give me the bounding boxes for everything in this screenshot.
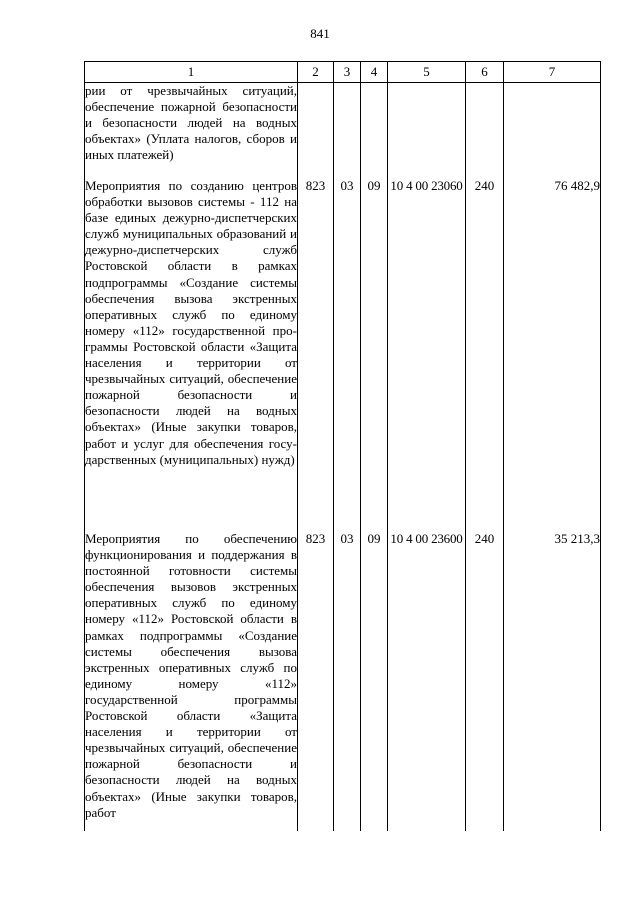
target-article-code: 10 4 00 23060 bbox=[388, 176, 466, 529]
row-description: Мероприятия по созданию центров обработки вызовов системы - 112 на базе единых дежурно-диспетчерских служб муниципальных образований и дежурно-диспетчерских служб Ростовской области в рамках подпрограммы «Создание системы обеспечения вызова экстренных оперативных служб по единому номеру «112» государственной программы Ростовской области «Защита населения и территории от чрезвычайных ситуаций, обеспечение пожарной безопасности и безопасности людей на водных объектах» (Иные закупки товаров, работ и услуг для обеспечения государственных (муниципальных) нужд) bbox=[85, 176, 298, 529]
amount: 35 213,3 bbox=[504, 529, 601, 831]
ministry-code: 823 bbox=[298, 176, 334, 529]
table-header-row bbox=[85, 62, 601, 83]
expense-type-code: 240 bbox=[466, 529, 504, 831]
section-code: 03 bbox=[334, 176, 361, 529]
amount bbox=[504, 83, 601, 177]
column-header: 3 bbox=[334, 62, 361, 83]
expense-type-code: 240 bbox=[466, 176, 504, 529]
column-header: 1 bbox=[85, 62, 298, 83]
column-header: 5 bbox=[388, 62, 466, 83]
target-article-code: 10 4 00 23600 bbox=[388, 529, 466, 831]
section-code: 03 bbox=[334, 529, 361, 831]
subsection-code: 09 bbox=[361, 529, 388, 831]
column-header: 6 bbox=[466, 62, 504, 83]
page-number: 841 bbox=[310, 26, 330, 41]
row-description: Мероприятия по обеспечению функционирования и поддержания в постоянной готовности системы обеспечения вызовов экстренных оперативных служб по единому номеру «112» Ростовской области в рамках подпрограммы «Создание системы обеспечения вызова экстренных оперативных служб по единому номеру «112» государственной программы Ростовской области «Защита населения и территории от чрезвычайных ситуаций, обеспечение пожарной безопасности и безопасности людей на водных объектах» (Иные закупки товаров, работ bbox=[85, 529, 298, 831]
table-row bbox=[85, 83, 601, 177]
column-header: 4 bbox=[361, 62, 388, 83]
expense-type-code bbox=[466, 83, 504, 177]
subsection-code: 09 bbox=[361, 176, 388, 529]
column-header: 7 bbox=[504, 62, 601, 83]
section-code bbox=[334, 83, 361, 177]
target-article-code bbox=[388, 83, 466, 177]
ministry-code bbox=[298, 83, 334, 177]
ministry-code: 823 bbox=[298, 529, 334, 831]
table-row bbox=[85, 529, 601, 831]
subsection-code bbox=[361, 83, 388, 177]
row-description: рии от чрезвычайных ситуаций, обеспечение пожарной безопасности и безопасности людей на водных объектах» (Уплата налогов, сборов и иных платежей) bbox=[85, 83, 298, 177]
column-header: 2 bbox=[298, 62, 334, 83]
amount: 76 482,9 bbox=[504, 176, 601, 529]
table-row bbox=[85, 176, 601, 529]
budget-table bbox=[84, 61, 601, 831]
